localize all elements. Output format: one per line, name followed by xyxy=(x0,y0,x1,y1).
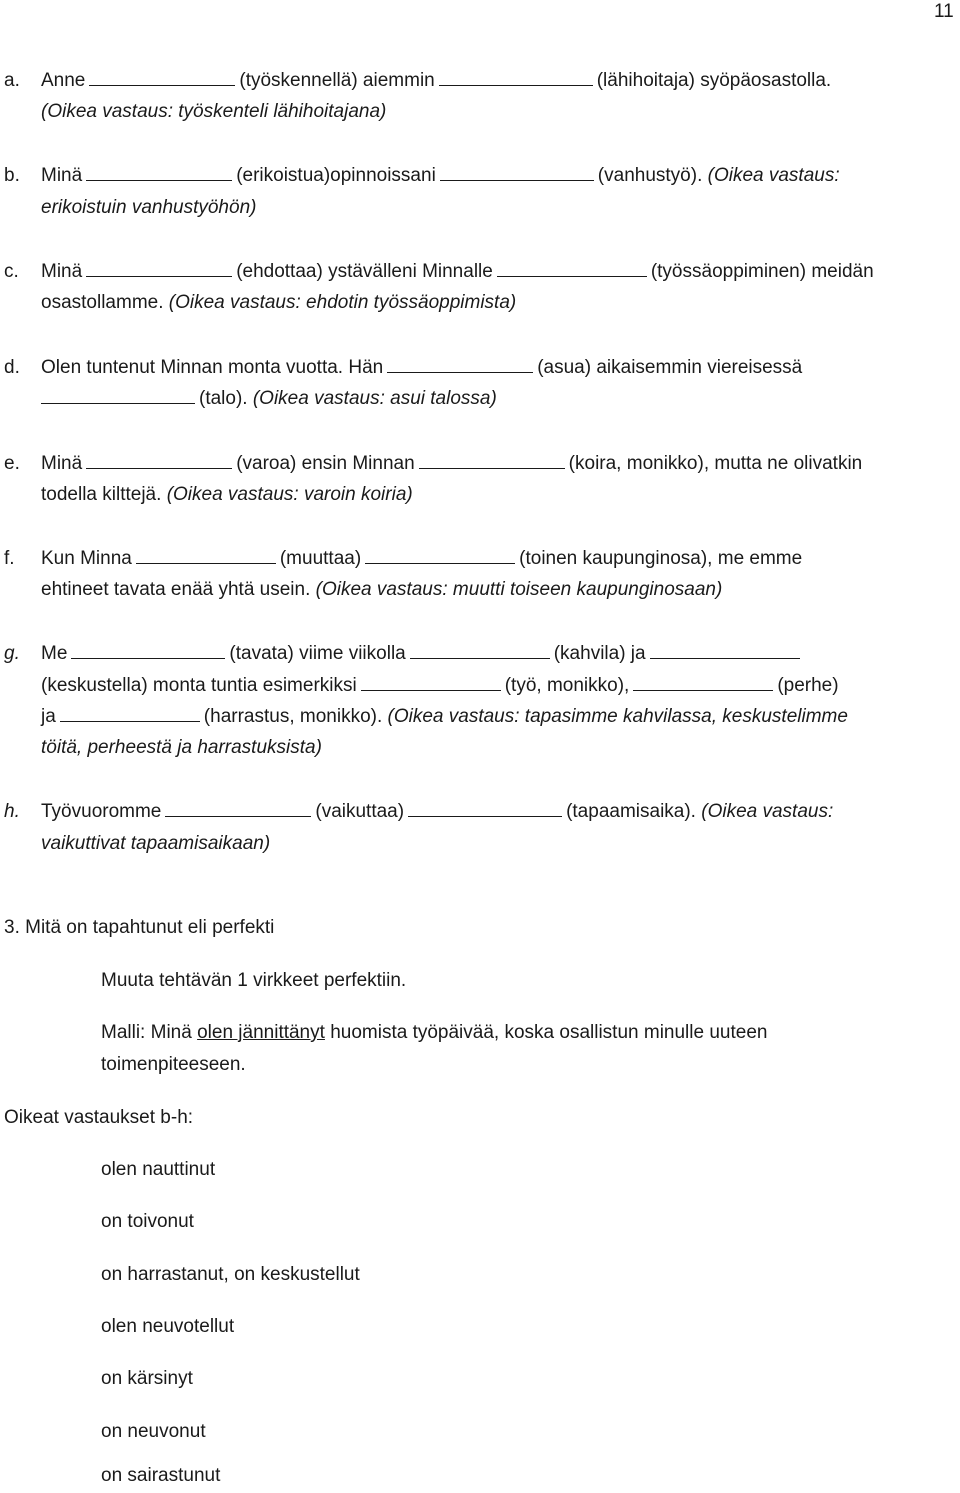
item-f-line2 xyxy=(41,578,722,602)
item-g-line3 xyxy=(41,705,848,729)
item-f-text-1: Kun Minna xyxy=(41,548,132,569)
item-c-text-3: (työssäoppiminen) meidän xyxy=(650,261,874,282)
page-number: 11 xyxy=(934,1,954,22)
item-h-text-2: (vaikuttaa) xyxy=(315,801,405,822)
item-f-answer: (Oikea vastaus: muutti toiseen kaupunginosaan) xyxy=(315,579,723,600)
item-b-text-1: Minä xyxy=(41,165,83,186)
item-f-letter: f. xyxy=(4,548,15,569)
item-g-text-3: (kahvila) ja xyxy=(553,643,646,664)
item-b-text-2: (erikoistua)opinnoissani xyxy=(236,165,436,186)
item-a-answer: (Oikea vastaus: työskenteli lähihoitajana) xyxy=(41,101,387,122)
item-c-answer: (Oikea vastaus: ehdotin työssäoppimista) xyxy=(168,292,517,313)
fill-blank[interactable] xyxy=(440,164,594,181)
fill-blank[interactable] xyxy=(365,547,515,564)
item-c-letter: c. xyxy=(4,261,19,282)
example-prefix: Malli: Minä xyxy=(101,1022,192,1043)
item-e-line1 xyxy=(41,452,862,476)
item-g-text-8: (harrastus, monikko). xyxy=(203,706,383,727)
item-c-text-2: (ehdottaa) ystävälleni Minnalle xyxy=(236,261,493,282)
fill-blank[interactable] xyxy=(86,452,232,469)
answer-item: on sairastunut xyxy=(101,1465,221,1486)
item-e-text-2: (varoa) ensin Minnan xyxy=(236,453,415,474)
item-f-text-4: ehtineet tavata enää yhtä usein. xyxy=(41,579,311,600)
example-line1 xyxy=(101,1021,767,1045)
item-a-line1 xyxy=(41,69,831,93)
fill-blank[interactable] xyxy=(633,674,773,691)
item-e-text-3: (koira, monikko), mutta ne olivatkin xyxy=(568,453,863,474)
fill-blank[interactable] xyxy=(410,642,550,659)
fill-blank[interactable] xyxy=(408,800,562,817)
item-f-text-2: (muuttaa) xyxy=(279,548,362,569)
item-g-text-2: (tavata) viime viikolla xyxy=(229,643,406,664)
item-d-line1 xyxy=(41,356,802,380)
section-heading: 3. Mitä on tapahtunut eli perfekti xyxy=(4,917,275,938)
item-b-line1 xyxy=(41,164,840,188)
item-d-text-1: Olen tuntenut Minnan monta vuotta. Hän xyxy=(41,357,384,378)
item-d-text-2: (asua) aikaisemmin viereisessä xyxy=(537,357,803,378)
answer-item: olen neuvotellut xyxy=(101,1316,235,1337)
fill-blank[interactable] xyxy=(361,674,501,691)
item-g-letter: g. xyxy=(4,643,20,664)
fill-blank[interactable] xyxy=(89,69,235,86)
answer-item: on neuvonut xyxy=(101,1421,206,1442)
answers-heading: Oikeat vastaukset b-h: xyxy=(4,1107,194,1128)
fill-blank[interactable] xyxy=(71,642,225,659)
example-underlined: olen jännittänyt xyxy=(197,1022,325,1043)
item-a-text-2: (työskennellä) aiemmin xyxy=(239,70,435,91)
item-g-line1 xyxy=(41,642,804,666)
item-d-letter: d. xyxy=(4,357,20,378)
item-g-text-4: (keskustella) monta tuntia esimerkiksi xyxy=(41,675,357,696)
item-h-answer-start: (Oikea vastaus: xyxy=(701,801,834,822)
fill-blank[interactable] xyxy=(439,69,593,86)
example-rest: huomista työpäivää, koska osallistun minulle uuteen xyxy=(330,1022,768,1043)
item-h-text-1: Työvuoromme xyxy=(41,801,162,822)
section-instruction: Muuta tehtävän 1 virkkeet perfektiin. xyxy=(101,970,407,991)
item-a-text-3: (lähihoitaja) syöpäosastolla. xyxy=(596,70,832,91)
item-b-text-3: (vanhustyö). xyxy=(597,165,703,186)
answer-item: on kärsinyt xyxy=(101,1368,193,1389)
example-line2: toimenpiteeseen. xyxy=(101,1054,246,1075)
item-d-line2 xyxy=(41,387,497,411)
item-h-letter: h. xyxy=(4,801,20,822)
item-g-text-6: (perhe) xyxy=(777,675,839,696)
fill-blank[interactable] xyxy=(41,387,195,404)
item-g-text-5: (työ, monikko), xyxy=(504,675,630,696)
item-b-answer-start: (Oikea vastaus: xyxy=(707,165,840,186)
item-g-answer-start: (Oikea vastaus: tapasimme kahvilassa, keskustelimme xyxy=(387,706,848,727)
item-c-line2 xyxy=(41,291,516,315)
item-d-text-3: (talo). xyxy=(199,388,248,409)
item-b-answer: erikoistuin vanhustyöhön) xyxy=(41,197,257,218)
fill-blank[interactable] xyxy=(497,260,647,277)
item-b-letter: b. xyxy=(4,165,20,186)
fill-blank[interactable] xyxy=(86,164,232,181)
item-e-text-1: Minä xyxy=(41,453,83,474)
item-e-text-4: todella kilttejä. xyxy=(41,484,162,505)
item-a-letter: a. xyxy=(4,70,20,91)
fill-blank[interactable] xyxy=(419,452,565,469)
item-e-line2 xyxy=(41,483,413,507)
answer-item: on harrastanut, on keskustellut xyxy=(101,1264,360,1285)
item-h-line1 xyxy=(41,800,833,824)
fill-blank[interactable] xyxy=(165,800,311,817)
fill-blank[interactable] xyxy=(86,260,232,277)
fill-blank[interactable] xyxy=(60,705,200,722)
item-f-line1 xyxy=(41,547,802,571)
item-g-text-7: ja xyxy=(41,706,56,727)
item-c-line1 xyxy=(41,260,874,284)
item-d-answer: (Oikea vastaus: asui talossa) xyxy=(252,388,497,409)
fill-blank[interactable] xyxy=(136,547,276,564)
item-e-letter: e. xyxy=(4,453,20,474)
item-g-answer: töitä, perheestä ja harrastuksista) xyxy=(41,737,322,758)
item-a-text-1: Anne xyxy=(41,70,86,91)
fill-blank[interactable] xyxy=(387,356,533,373)
item-h-text-3: (tapaamisaika). xyxy=(566,801,696,822)
item-f-text-3: (toinen kaupunginosa), me emme xyxy=(519,548,803,569)
item-c-text-4: osastollamme. xyxy=(41,292,164,313)
item-h-answer: vaikuttivat tapaamisaikaan) xyxy=(41,833,271,854)
answer-item: olen nauttinut xyxy=(101,1159,216,1180)
fill-blank[interactable] xyxy=(650,642,800,659)
item-c-text-1: Minä xyxy=(41,261,83,282)
item-g-line2 xyxy=(41,674,839,698)
item-g-text-1: Me xyxy=(41,643,68,664)
answer-item: on toivonut xyxy=(101,1211,194,1232)
item-e-answer: (Oikea vastaus: varoin koiria) xyxy=(166,484,413,505)
